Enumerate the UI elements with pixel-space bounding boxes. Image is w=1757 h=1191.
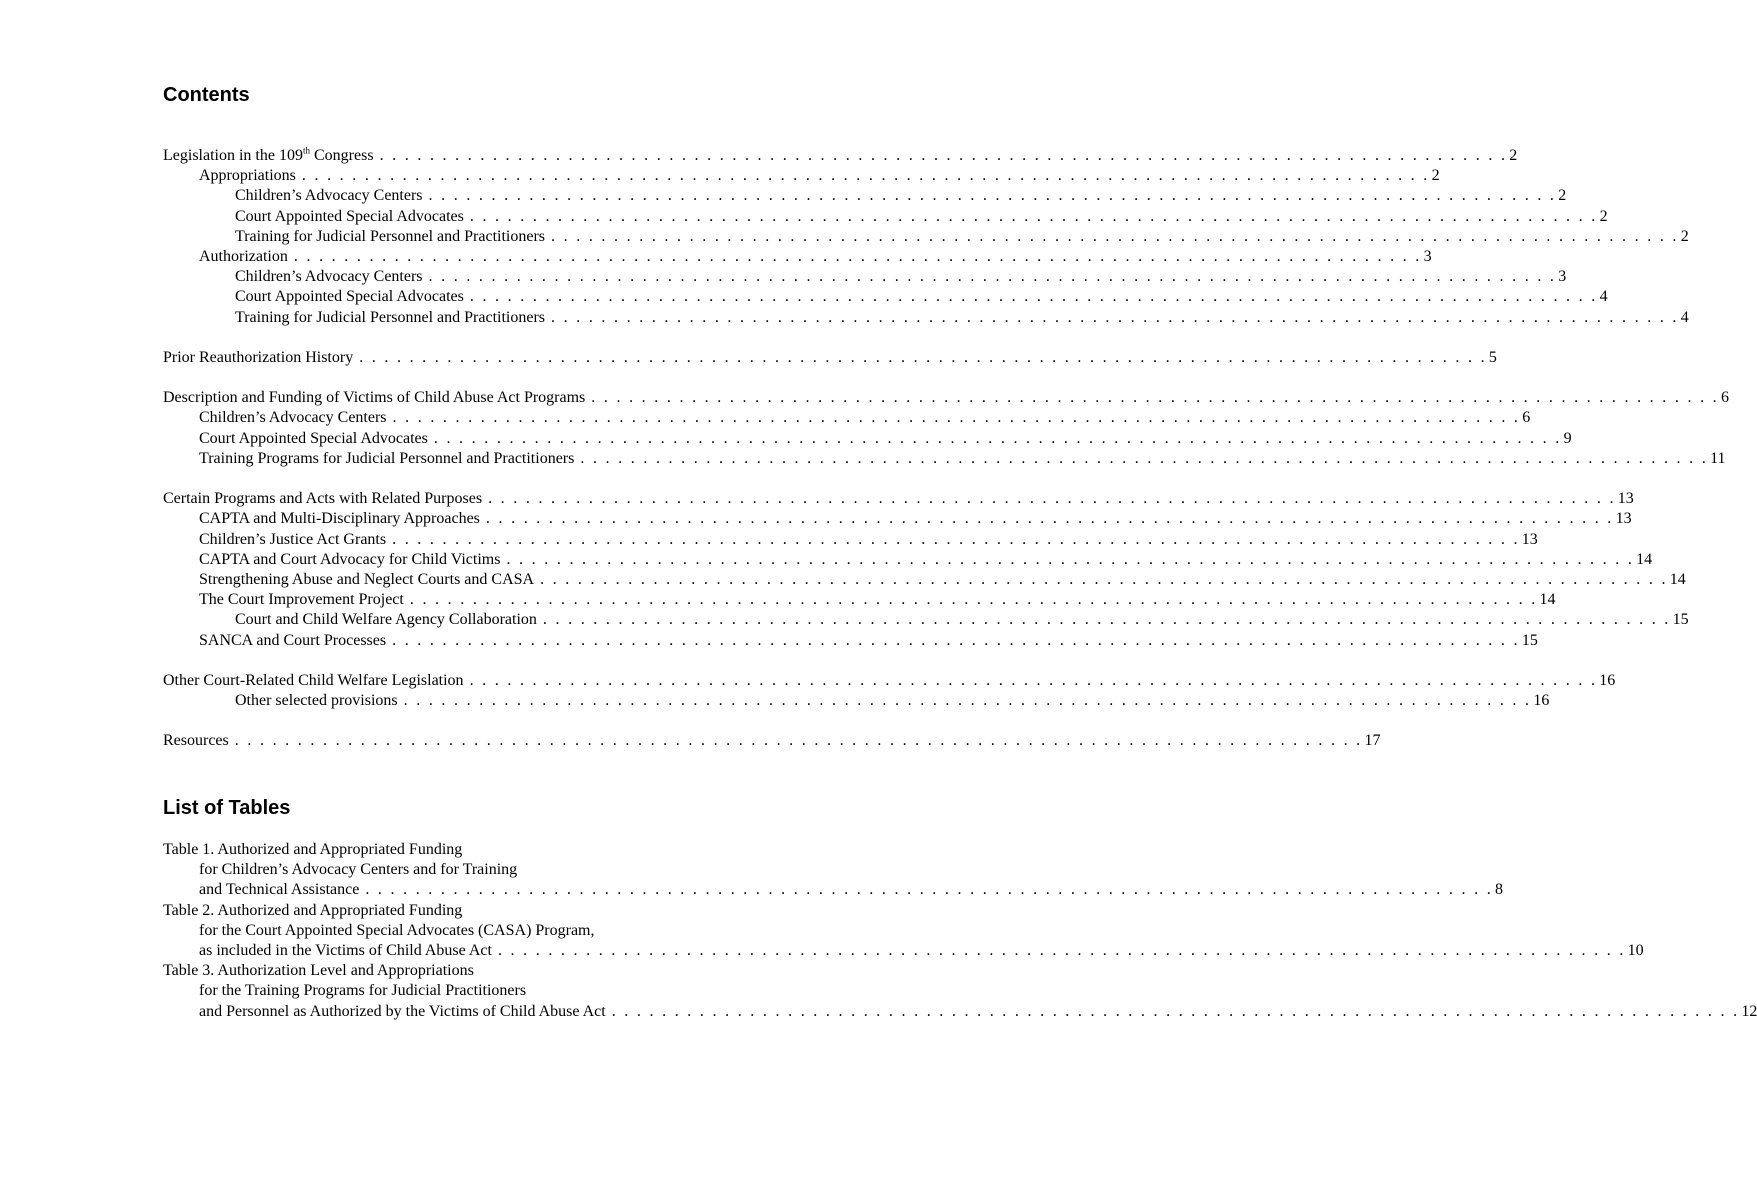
toc-entry[interactable] [163, 388, 1729, 408]
toc-entry[interactable] [163, 145, 1518, 166]
dot-leader: . . . . . . . . . . . . . . . . . . . . . . . . . . . . . . . . . . . . . . . . . . . . . . . . . . . . . . . . . . . . . . . . . . . . . . . . . . . . . . . . . . . . . . . . . . [392, 530, 1520, 548]
table-entry-last-line [163, 1002, 1757, 1022]
toc-entry-title: SANCA and Court Processes [199, 631, 387, 649]
toc-entry[interactable] [163, 166, 1440, 186]
dot-leader: . . . . . . . . . . . . . . . . . . . . . . . . . . . . . . . . . . . . . . . . . . . . . . . . . . . . . . . . . . . . . . . . . . . . . . . . . . . . . . . . . . . . . . . . . . [611, 1002, 1740, 1020]
toc-entry-title: Resources [163, 732, 229, 750]
dot-leader: . . . . . . . . . . . . . . . . . . . . . . . . . . . . . . . . . . . . . . . . . . . . . . . . . . . . . . . . . . . . . . . . . . . . . . . . . . . . . . . . . . . . . . . . . . [551, 308, 1679, 326]
toc-entry[interactable] [163, 530, 1538, 550]
table-entry[interactable] [163, 901, 1644, 962]
table-entry-last-line [163, 880, 1504, 900]
toc-entry-title: Children’s Advocacy Centers [199, 409, 387, 427]
toc-entry-page: 2 [1431, 167, 1440, 185]
toc-entry-page: 6 [1720, 389, 1729, 407]
toc-entry-page: 16 [1599, 671, 1616, 689]
toc-entry-title: Training for Judicial Personnel and Practitioners [235, 308, 546, 326]
toc-entry-title: Court Appointed Special Advocates [235, 207, 464, 225]
toc-entry-title: Court and Child Welfare Agency Collaboration [235, 611, 537, 629]
toc-entry-page: 2 [1509, 147, 1518, 164]
list-of-tables-heading: List of Tables [163, 797, 291, 819]
dot-leader: . . . . . . . . . . . . . . . . . . . . . . . . . . . . . . . . . . . . . . . . . . . . . . . . . . . . . . . . . . . . . . . . . . . . . . . . . . . . . . . . . . . . . . . . . . [506, 550, 1635, 568]
toc-entry-title: Training Programs for Judicial Personnel and Practitioners [199, 449, 575, 467]
dot-leader: . . . . . . . . . . . . . . . . . . . . . . . . . . . . . . . . . . . . . . . . . . . . . . . . . . . . . . . . . . . . . . . . . . . . . . . . . . . . . . . . . . . . . . . . . . [365, 881, 1494, 899]
toc-entry-title-part: Congress [310, 147, 374, 164]
toc-entry-page: 2 [1558, 187, 1567, 205]
list-of-tables [163, 840, 1757, 1022]
toc-entry[interactable] [163, 308, 1689, 328]
dot-leader: . . . . . . . . . . . . . . . . . . . . . . . . . . . . . . . . . . . . . . . . . . . . . . . . . . . . . . . . . . . . . . . . . . . . . . . . . . . . . . . . . . . . . . . . . . [293, 247, 1422, 265]
dot-leader: . . . . . . . . . . . . . . . . . . . . . . . . . . . . . . . . . . . . . . . . . . . . . . . . . . . . . . . . . . . . . . . . . . . . . . . . . . . . . . . . . . . . . . . . . . [433, 429, 1562, 447]
table-entry-line: as included in the Victims of Child Abuse Act [199, 941, 492, 959]
toc-entry-title: Children’s Justice Act Grants [199, 530, 387, 548]
table-entry-line: and Technical Assistance [199, 881, 360, 899]
toc-entry-title: The Court Improvement Project [199, 591, 404, 609]
toc-entry[interactable] [163, 631, 1538, 651]
toc-entry[interactable] [163, 408, 1531, 428]
toc-entry-page: 15 [1521, 631, 1538, 649]
toc-entry[interactable] [163, 590, 1556, 610]
dot-leader: . . . . . . . . . . . . . . . . . . . . . . . . . . . . . . . . . . . . . . . . . . . . . . . . . . . . . . . . . . . . . . . . . . . . . . . . . . . . . . . . . . . . . . . . . . [485, 510, 1614, 528]
toc-entry-page: 11 [1710, 449, 1726, 467]
dot-leader: . . . . . . . . . . . . . . . . . . . . . . . . . . . . . . . . . . . . . . . . . . . . . . . . . . . . . . . . . . . . . . . . . . . . . . . . . . . . . . . . . . . . . . . . . . [542, 611, 1671, 629]
toc-entry-page: 4 [1599, 288, 1608, 306]
toc-entry[interactable] [163, 287, 1608, 307]
toc-entry[interactable] [163, 429, 1572, 449]
dot-leader: . . . . . . . . . . . . . . . . . . . . . . . . . . . . . . . . . . . . . . . . . . . . . . . . . . . . . . . . . . . . . . . . . . . . . . . . . . . . . . . . . . . . . . . . . . [488, 490, 1616, 508]
dot-leader: . . . . . . . . . . . . . . . . . . . . . . . . . . . . . . . . . . . . . . . . . . . . . . . . . . . . . . . . . . . . . . . . . . . . . . . . . . . . . . . . . . . . . . . . . . [409, 591, 1538, 609]
toc-entry[interactable] [163, 449, 1726, 469]
toc-entry-title: CAPTA and Multi-Disciplinary Approaches [199, 510, 480, 528]
toc-entry-title-part: Legislation in the 109 [163, 147, 303, 164]
dot-leader: . . . . . . . . . . . . . . . . . . . . . . . . . . . . . . . . . . . . . . . . . . . . . . . . . . . . . . . . . . . . . . . . . . . . . . . . . . . . . . . . . . . . . . . . . . [392, 409, 1521, 427]
toc-entry[interactable] [163, 348, 1497, 368]
toc-entry-title: Children’s Advocacy Centers [235, 187, 423, 205]
toc-entry[interactable] [163, 186, 1567, 206]
toc-entry-title: Training for Judicial Personnel and Practitioners [235, 227, 546, 245]
toc-entry-page: 2 [1680, 227, 1689, 245]
dot-leader: . . . . . . . . . . . . . . . . . . . . . . . . . . . . . . . . . . . . . . . . . . . . . . . . . . . . . . . . . . . . . . . . . . . . . . . . . . . . . . . . . . . . . . . . . . [428, 268, 1557, 286]
toc-entry-page: 2 [1599, 207, 1608, 225]
toc-entry[interactable] [163, 247, 1432, 267]
toc-entry-page: 13 [1617, 490, 1634, 508]
dot-leader: . . . . . . . . . . . . . . . . . . . . . . . . . . . . . . . . . . . . . . . . . . . . . . . . . . . . . . . . . . . . . . . . . . . . . . . . . . . . . . . . . . . . . . . . . . [469, 288, 1598, 306]
toc-entry-page: 5 [1488, 348, 1497, 366]
dot-leader: . . . . . . . . . . . . . . . . . . . . . . . . . . . . . . . . . . . . . . . . . . . . . . . . . . . . . . . . . . . . . . . . . . . . . . . . . . . . . . . . . . . . . . . . . . [234, 732, 1363, 750]
table-entry-line: Table 1. Authorized and Appropriated Funding [163, 841, 463, 858]
toc-entry-page: 9 [1563, 429, 1572, 447]
toc-entry[interactable] [163, 731, 1381, 751]
toc-entry-title: Certain Programs and Acts with Related Purposes [163, 490, 483, 508]
table-entry-page: 10 [1627, 941, 1644, 959]
toc-entry-page: 14 [1539, 591, 1556, 609]
dot-leader: . . . . . . . . . . . . . . . . . . . . . . . . . . . . . . . . . . . . . . . . . . . . . . . . . . . . . . . . . . . . . . . . . . . . . . . . . . . . . . . . . . . . . . . . . . [580, 449, 1709, 467]
toc-entry-page: 15 [1672, 611, 1689, 629]
dot-leader: . . . . . . . . . . . . . . . . . . . . . . . . . . . . . . . . . . . . . . . . . . . . . . . . . . . . . . . . . . . . . . . . . . . . . . . . . . . . . . . . . . . . . . . . . . [301, 167, 1430, 185]
toc-entry-page: 14 [1669, 570, 1686, 588]
dot-leader: . . . . . . . . . . . . . . . . . . . . . . . . . . . . . . . . . . . . . . . . . . . . . . . . . . . . . . . . . . . . . . . . . . . . . . . . . . . . . . . . . . . . . . . . . . [403, 692, 1532, 710]
toc-entry-page: 3 [1558, 268, 1567, 286]
toc-entry-title: Other Court-Related Child Welfare Legislation [163, 671, 464, 689]
toc-entry[interactable] [163, 570, 1686, 590]
toc-entry[interactable] [163, 489, 1634, 509]
toc-entry-title: Prior Reauthorization History [163, 348, 354, 366]
toc-entry-title: Description and Funding of Victims of Child Abuse Act Programs [163, 389, 586, 407]
dot-leader: . . . . . . . . . . . . . . . . . . . . . . . . . . . . . . . . . . . . . . . . . . . . . . . . . . . . . . . . . . . . . . . . . . . . . . . . . . . . . . . . . . . . . . . . . . [469, 207, 1598, 225]
ordinal-suffix: th [302, 145, 310, 156]
dot-leader: . . . . . . . . . . . . . . . . . . . . . . . . . . . . . . . . . . . . . . . . . . . . . . . . . . . . . . . . . . . . . . . . . . . . . . . . . . . . . . . . . . . . . . . . . . [428, 187, 1557, 205]
dot-leader: . . . . . . . . . . . . . . . . . . . . . . . . . . . . . . . . . . . . . . . . . . . . . . . . . . . . . . . . . . . . . . . . . . . . . . . . . . . . . . . . . . . . . . . . . . [379, 147, 1508, 164]
toc-entry-page: 3 [1423, 247, 1432, 265]
table-entry-last-line [163, 941, 1644, 961]
dot-leader: . . . . . . . . . . . . . . . . . . . . . . . . . . . . . . . . . . . . . . . . . . . . . . . . . . . . . . . . . . . . . . . . . . . . . . . . . . . . . . . . . . . . . . . . . . [469, 671, 1598, 689]
toc-entry-title: Court Appointed Special Advocates [199, 429, 428, 447]
toc-entry[interactable] [163, 267, 1567, 287]
dot-leader: . . . . . . . . . . . . . . . . . . . . . . . . . . . . . . . . . . . . . . . . . . . . . . . . . . . . . . . . . . . . . . . . . . . . . . . . . . . . . . . . . . . . . . . . . . [540, 570, 1668, 588]
toc-entry-title: Strengthening Abuse and Neglect Courts and CASA [199, 570, 535, 588]
toc-entry-page: 13 [1615, 510, 1632, 528]
toc-entry-title: Court Appointed Special Advocates [235, 288, 464, 306]
table-entry-page: 8 [1495, 881, 1504, 899]
toc-entry-page: 14 [1636, 550, 1653, 568]
toc-entry-page: 6 [1522, 409, 1531, 427]
toc-entry-page: 13 [1521, 530, 1538, 548]
toc-entry-title: Children’s Advocacy Centers [235, 268, 423, 286]
table-entry-line: Table 2. Authorized and Appropriated Funding [163, 901, 463, 919]
toc-entry-page: 16 [1533, 692, 1550, 710]
toc-entry[interactable] [163, 207, 1608, 227]
dot-leader: . . . . . . . . . . . . . . . . . . . . . . . . . . . . . . . . . . . . . . . . . . . . . . . . . . . . . . . . . . . . . . . . . . . . . . . . . . . . . . . . . . . . . . . . . . [359, 348, 1487, 366]
toc-entry-title: Appropriations [199, 167, 296, 185]
contents-heading: Contents [163, 84, 250, 106]
table-entry[interactable] [163, 840, 1504, 901]
table-entry-line: for the Court Appointed Special Advocates (CASA) Program, [199, 921, 595, 939]
toc-entry-title: Authorization [199, 247, 288, 265]
toc-entry-title [163, 146, 374, 166]
dot-leader: . . . . . . . . . . . . . . . . . . . . . . . . . . . . . . . . . . . . . . . . . . . . . . . . . . . . . . . . . . . . . . . . . . . . . . . . . . . . . . . . . . . . . . . . . . [497, 941, 1626, 959]
toc-entry[interactable] [163, 610, 1689, 630]
table-entry-line: Table 3. Authorization Level and Appropriations [163, 962, 474, 980]
toc-entry-title: Other selected provisions [235, 692, 398, 710]
toc-entry-title: CAPTA and Court Advocacy for Child Victims [199, 550, 501, 568]
toc-entry[interactable] [163, 550, 1653, 570]
table-entry-line: for the Training Programs for Judicial Practitioners [199, 982, 527, 1000]
toc-entry[interactable] [163, 691, 1550, 711]
table-entry[interactable] [163, 961, 1757, 1022]
toc-entry[interactable] [163, 227, 1689, 247]
toc-entry[interactable] [163, 671, 1616, 691]
table-entry-page: 12 [1741, 1002, 1757, 1020]
dot-leader: . . . . . . . . . . . . . . . . . . . . . . . . . . . . . . . . . . . . . . . . . . . . . . . . . . . . . . . . . . . . . . . . . . . . . . . . . . . . . . . . . . . . . . . . . . [551, 227, 1679, 245]
dot-leader: . . . . . . . . . . . . . . . . . . . . . . . . . . . . . . . . . . . . . . . . . . . . . . . . . . . . . . . . . . . . . . . . . . . . . . . . . . . . . . . . . . . . . . . . . . [392, 631, 1520, 649]
table-entry-line: and Personnel as Authorized by the Victims of Child Abuse Act [199, 1002, 606, 1020]
toc-entry-page: 4 [1680, 308, 1689, 326]
toc-entry-page: 17 [1364, 732, 1381, 750]
table-entry-line: for Children’s Advocacy Centers and for Training [199, 861, 518, 879]
dot-leader: . . . . . . . . . . . . . . . . . . . . . . . . . . . . . . . . . . . . . . . . . . . . . . . . . . . . . . . . . . . . . . . . . . . . . . . . . . . . . . . . . . . . . . . . . . [591, 389, 1719, 407]
toc-entry[interactable] [163, 509, 1632, 529]
table-of-contents [163, 145, 1729, 752]
